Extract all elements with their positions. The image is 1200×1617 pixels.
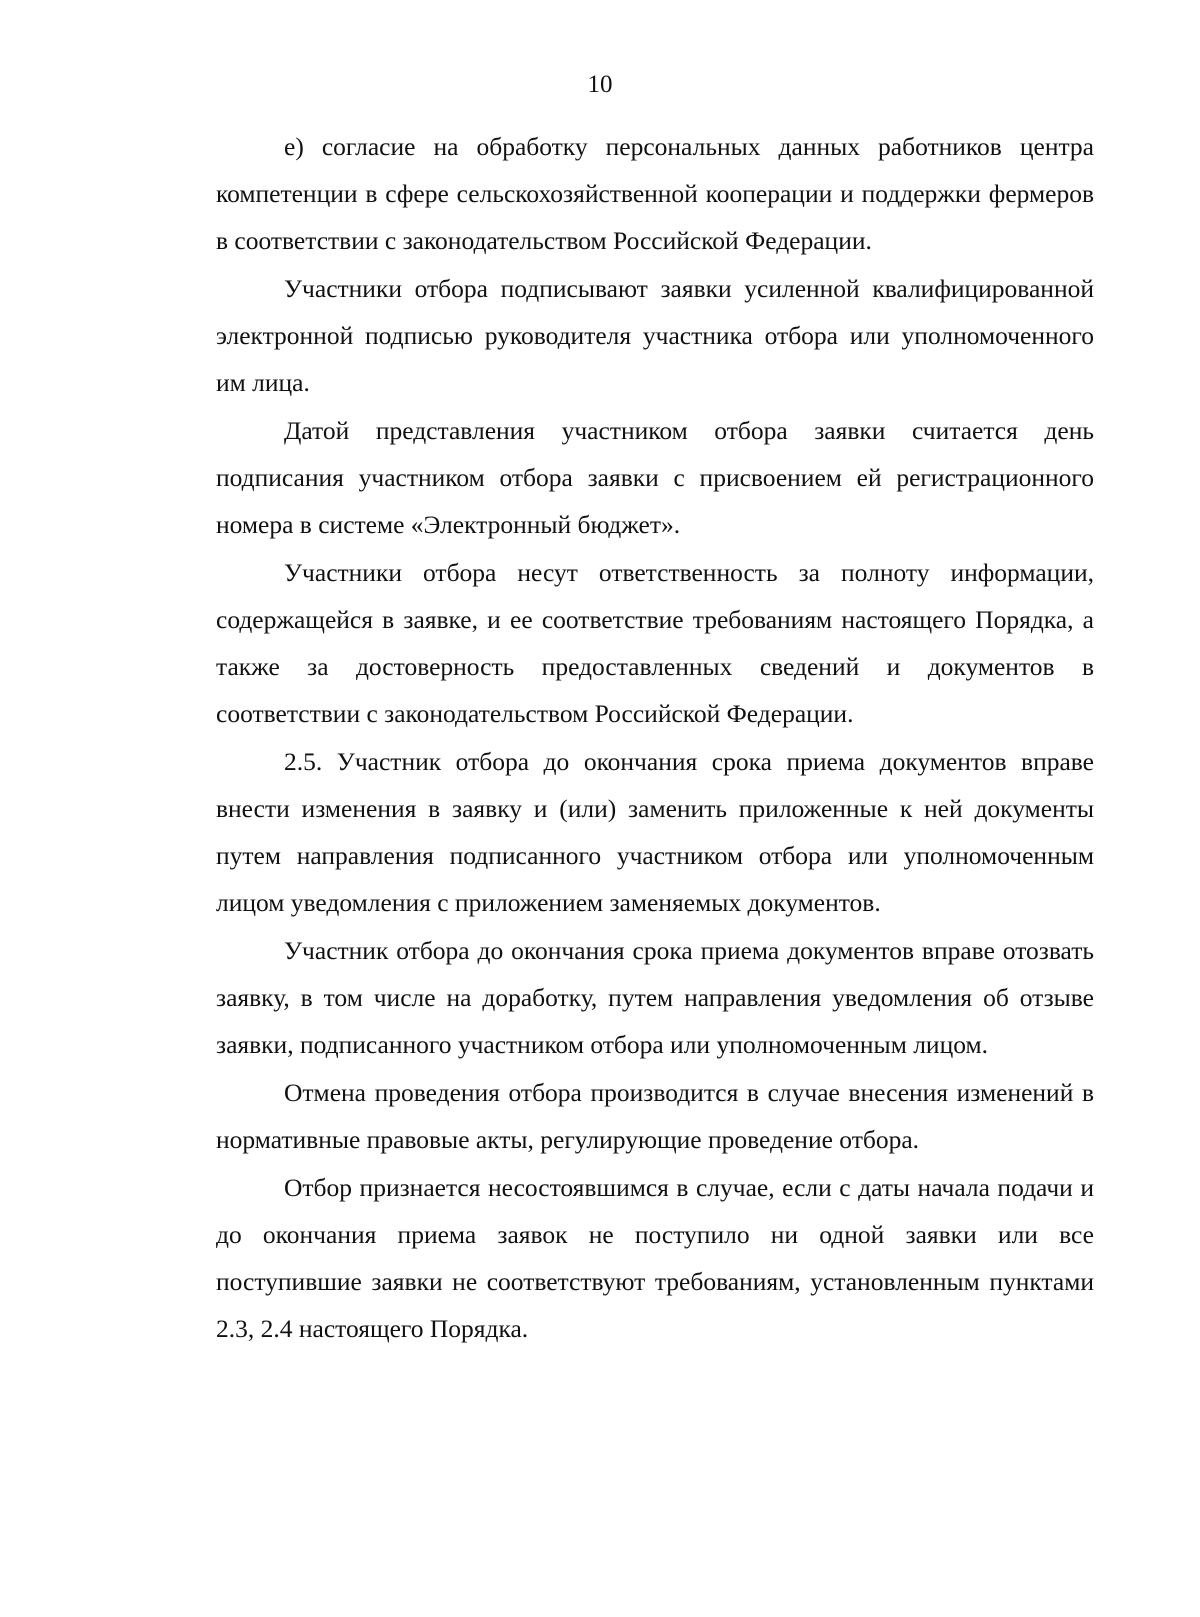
paragraph-selection-failed: Отбор признается несостоявшимся в случае, если с даты начала подачи и до окончания приема заявок не поступило ни одной заявки или все поступившие заявки не соответствуют требованиям, установленным пунктами 2.3, 2.4 настоящего Порядка.: [216, 1173, 1094, 1343]
paragraph-clause-2-5: 2.5. Участник отбора до окончания срока приема документов вправе внести изменения в заявку и (или) заменить приложенные к ней документы путем направления подписанного участником отбора или уполномоченным лицом уведомления с приложением заменяемых документов.: [216, 747, 1094, 917]
paragraph-participant-responsibility: Участники отбора несут ответственность за полноту информации, содержащейся в заявке, и ее соответствие требованиям настоящего Порядка, а также за достоверность предоставленных сведений и документов в соответствии с законодательством Российской Федерации.: [216, 558, 1094, 728]
document-body: [216, 123, 1094, 1353]
paragraph-electronic-signature: Участники отбора подписывают заявки усиленной квалифицированной электронной подписью руководителя участника отбора или уполномоченного им лица.: [216, 274, 1094, 397]
paragraph-submission-date: Датой представления участником отбора заявки считается день подписания участником отбора заявки с присвоением ей регистрационного номера в системе «Электронный бюджет».: [216, 416, 1094, 539]
paragraph-consent-personal-data: е) согласие на обработку персональных данных работников центра компетенции в сфере сельскохозяйственной кооперации и поддержки фермеров в соответствии с законодательством Российской Федерации.: [216, 132, 1094, 255]
paragraph-cancellation: Отмена проведения отбора производится в случае внесения изменений в нормативные правовые акты, регулирующие проведение отбора.: [216, 1078, 1094, 1154]
page-number: 10: [587, 71, 613, 98]
paragraph-withdraw-application: Участник отбора до окончания срока приема документов вправе отозвать заявку, в том числе на доработку, путем направления уведомления об отзыве заявки, подписанного участником отбора или уполномоченным лицом.: [216, 936, 1094, 1059]
